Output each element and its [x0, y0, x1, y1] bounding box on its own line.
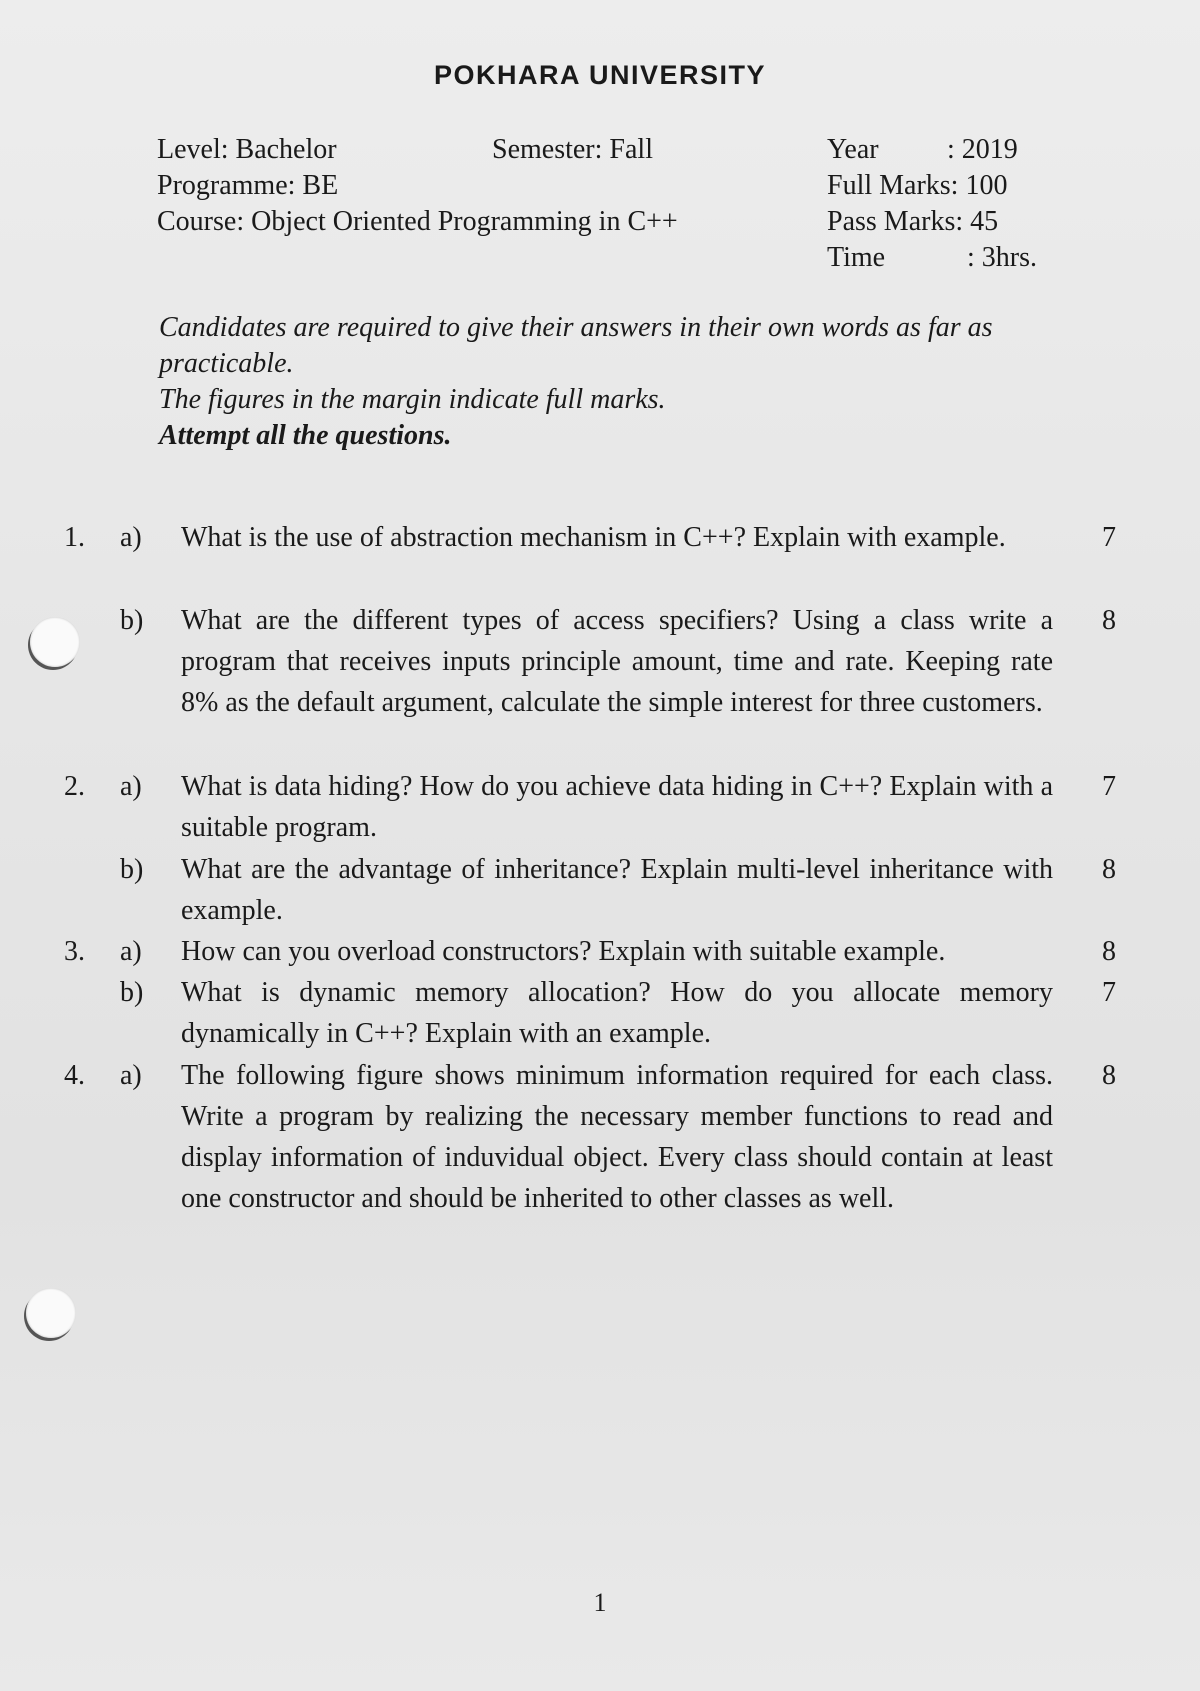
question-marks: 8	[1102, 1060, 1116, 1091]
question-text: The following figure shows minimum information required for each class. Write a program by realizing the necessary member functions to read and display information of induvidual object. Every class should contain at least one constructor and should be inherited to other classes as well.	[181, 1060, 1053, 1214]
time-label: Time	[827, 242, 886, 273]
page-number: 1	[593, 1588, 607, 1617]
instruction-margin-marks: The figures in the margin indicate full marks.	[159, 384, 666, 415]
question-marks: 7	[1102, 977, 1116, 1008]
instruction-own-words: Candidates are required to give their answers in their own words as far as practicable.	[159, 312, 993, 379]
punch-hole-top	[30, 617, 80, 667]
year-label: Year	[827, 134, 879, 165]
level-field: Level: Bachelor	[157, 134, 337, 165]
question-part: b)	[120, 977, 144, 1008]
question-number: 1.	[64, 522, 85, 553]
question-text: What is the use of abstraction mechanism in C++? Explain with example.	[181, 522, 1006, 553]
question-part: a)	[120, 771, 142, 802]
question-text: What are the advantage of inheritance? Explain multi-level inheritance with example.	[181, 854, 1053, 926]
question-part: a)	[120, 522, 142, 553]
question-marks: 7	[1102, 771, 1116, 802]
question-marks: 8	[1102, 605, 1116, 636]
full-marks-field: Full Marks: 100	[827, 170, 1008, 201]
instructions-block	[159, 310, 1059, 454]
question-number: 2.	[64, 771, 85, 802]
programme-field: Programme: BE	[157, 170, 339, 201]
question-part: a)	[120, 936, 142, 967]
question-number: 4.	[64, 1060, 85, 1091]
course-field: Course: Object Oriented Programming in C++	[157, 206, 678, 237]
question-part: a)	[120, 1060, 142, 1091]
punch-hole-bottom	[26, 1288, 76, 1338]
exam-details-right	[827, 132, 1037, 276]
question-text: What is data hiding? How do you achieve data hiding in C++? Explain with a suitable program.	[181, 771, 1053, 843]
year-row	[827, 132, 1018, 168]
question-text: What is dynamic memory allocation? How do you allocate memory dynamically in C++? Explain with an example.	[181, 977, 1053, 1049]
semester-field: Semester: Fall	[492, 134, 653, 165]
question-marks: 7	[1102, 522, 1116, 553]
time-value: : 3hrs.	[967, 242, 1037, 273]
question-text: How can you overload constructors? Explain with suitable example.	[181, 936, 946, 967]
exam-details-middle	[492, 132, 653, 168]
time-row	[827, 240, 1037, 276]
instruction-attempt-all: Attempt all the questions.	[159, 420, 452, 451]
question-text: What are the different types of access specifiers? Using a class write a program that receives inputs principle amount, time and rate. Keeping rate 8% as the default argument, calculate the simple interest for three customers.	[181, 605, 1053, 718]
question-part: b)	[120, 854, 144, 885]
question-marks: 8	[1102, 854, 1116, 885]
question-part: b)	[120, 605, 144, 636]
university-title: POKHARA UNIVERSITY	[433, 60, 767, 90]
question-marks: 8	[1102, 936, 1116, 967]
question-number: 3.	[64, 936, 85, 967]
pass-marks-field: Pass Marks: 45	[827, 206, 999, 237]
year-value: : 2019	[947, 134, 1018, 165]
